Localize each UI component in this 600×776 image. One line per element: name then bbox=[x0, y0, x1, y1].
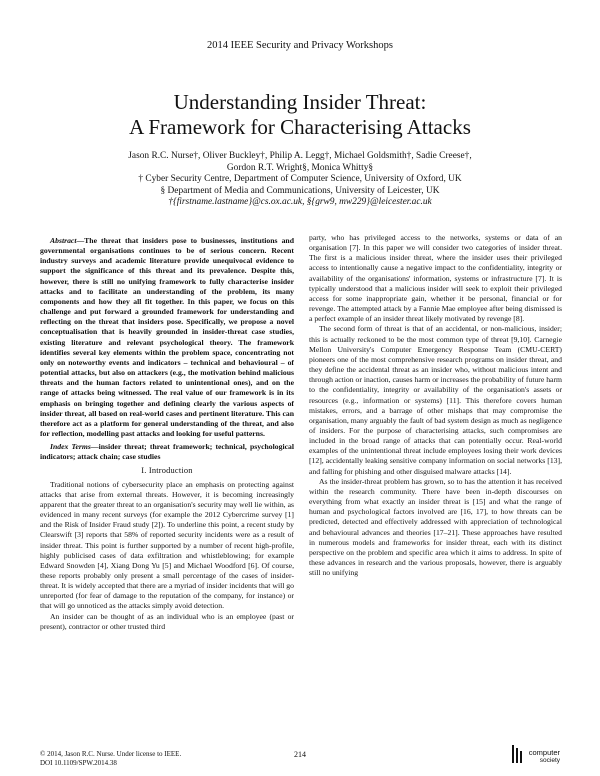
affiliation-oxford: † Cyber Security Centre, Department of Computer Science, University of Oxford, UK bbox=[138, 174, 462, 185]
footer-copyright: © 2014, Jason R.C. Nurse. Under license to IEEE. bbox=[40, 750, 182, 758]
author-list-line-1: Jason R.C. Nurse†, Oliver Buckley†, Philip A. Legg†, Michael Goldsmith†, Sadie Creese†, bbox=[128, 151, 472, 161]
intro-paragraph-1: Traditional notions of cybersecurity place an emphasis on protecting against attacks that arise from external threats. However, it is becoming increasingly apparent that the greater threat to an organisation's security may well lie within, as evidenced in many recent surveys (for example the 2012 Cybercrime survey [1] and the Risk of Insider Fraud study [2]). To underline this point, a recent study by Clearswift [3] reports that 58% of reported security incidents were as a result of insider threat. This point is further supported by a number of recent high-profile, highly publicised cases of data exfiltration and whistleblowing; for example Edward Snowden [4], Xiang Dong Yu [5] and Michael Woodford [6]. Of course, these reports probably only present a small percentage of the cases of insider-threat. It is widely accepted that there are a myriad of insider incidents that will go unreported (for fear of damage to the reputation of the company, for instance) or that will go unnoticed as the attacks simply avoid detection. bbox=[40, 479, 294, 611]
right-paragraph-3: As the insider-threat problem has grown, so to has the attention it has received within the research community. There have been in-depth discourses on everything from what exactly an insider threat is [15] and what the range of human and psychological factors involved are [16, 17], to how threats can be predicted, detected and effectively addressed with appreciation of technological and behavioural advances and theories [17–21]. These approaches have resulted in numerous models and frameworks for insider threat, each with its distinct perspective on the problem and specific area which it aims to address. In spite of these advances in research and the various proposals, however, there is arguably still no unifying bbox=[309, 476, 562, 578]
author-emails: †{firstname.lastname}@cs.ox.ac.uk, §{grw9, mw229}@leicester.ac.uk bbox=[168, 197, 432, 208]
index-terms bbox=[40, 442, 294, 462]
computer-society-icon bbox=[509, 745, 523, 763]
abstract-label: Abstract bbox=[50, 236, 77, 245]
affiliation-leicester: § Department of Media and Communications, University of Leicester, UK bbox=[160, 185, 440, 196]
index-terms-text: —insider threat; threat framework; technical, psychological indicators; attack chain; case studies bbox=[40, 442, 294, 462]
author-block bbox=[0, 151, 600, 209]
title-line-1: Understanding Insider Threat: bbox=[173, 90, 427, 114]
footer-doi: DOI 10.1109/SPW.2014.38 bbox=[40, 759, 117, 767]
paper-title bbox=[0, 90, 600, 140]
index-terms-label: Index Terms bbox=[50, 442, 91, 452]
right-paragraph-1: party, who has privileged access to the networks, systems or data of an organisation [7]. In this paper we will consider two categories of insider threat. The first is a malicious insider threat, where the insider uses their privileged access to intentionally cause a negative impact to the confidentiality, integrity or availability of the organisations' information, systems or infrastructure [7]. It is typically understood that a malicious insider will seek to exploit their privileged access for some inappropriate gain, whether it be personal, financial or for revenge. The attempted attack by a Fannie Mae employee after being dismissed is a perfect example of an insider threat likely motivated by revenge [8]. bbox=[309, 233, 562, 324]
page-number: 214 bbox=[294, 750, 306, 759]
abstract bbox=[40, 236, 294, 439]
ieee-computer-society-logo bbox=[508, 742, 560, 768]
right-paragraph-2: The second form of threat is that of an accidental, or non-malicious, insider; this is actually reckoned to be the most common type of threat [9,10]. Carnegie Mellon University's Computer Emergency Response Team (CMU-CERT) pioneers one of the most comprehensive research programs on insider threat, and they define the accidental threat as an insider who, without malicious intent and through action or inaction, causes harm or increases the probability of future harm to the confidentiality, integrity or availability of the organisation's assets or resources (e.g., information or systems) [11]. This therefore covers human mistakes, errors, and a barrage of other mishaps that may compromise the organisation, many arguably the fault of bad system design as much as negligence of insiders. For the purpose of characterising attacks, such compromises are included in the broad range of attacks that can potentially occur. Real-world examples of the unintentional threat include employees losing their work devices [12], accidentally leaking sensitive company information on social networks [13], and falling for phishing and other disguised malware attacks [14]. bbox=[309, 324, 562, 476]
venue-header: 2014 IEEE Security and Privacy Workshops bbox=[207, 40, 393, 51]
author-list-line-2: Gordon R.T. Wright§, Monica Whitty§ bbox=[226, 162, 374, 173]
logo-word-society: society bbox=[539, 757, 560, 764]
intro-paragraph-2: An insider can be thought of as an individual who is an employee (past or present), contractor or other trusted third bbox=[40, 611, 294, 631]
abstract-text: —The threat that insiders pose to businesses, institutions and governmental organisations continues to be of serious concern. Recent industry surveys and academic literature provide unequivocal evidence to support the significance of this threat and its prevalence. Despite this, however, there is still no unifying framework to fully characterise insider attacks and to facilitate an understanding of the problem, its many components and how they all fit together. In this paper, we focus on this challenge and put forward a grounded framework for understanding and reflecting on the threat that insiders pose. Specifically, we propose a novel conceptualisation that is heavily grounded in insider-threat case studies, existing literature and relevant psychological theory. The framework identifies several key elements within the problem space, concentrating not only on noteworthy events and indicators – technical and behavioural – of potential attacks, but also on attackers (e.g., the motivation behind malicious threats and the human factors related to unintentional ones), and on the range of attacks being witnessed. The real value of our framework is in its emphasis on bringing together and defining clearly the various aspects of insider threat, all based on real-world cases and pertinent literature. This can therefore act as a platform for general understanding of the threat, and also for reflection, modelling past attacks and looking for useful patterns. bbox=[40, 236, 294, 438]
section-heading-introduction: I. Introduction bbox=[141, 466, 193, 476]
right-column bbox=[309, 233, 562, 578]
logo-word-computer: computer bbox=[528, 748, 560, 757]
left-column bbox=[40, 236, 294, 632]
title-line-2: A Framework for Characterising Attacks bbox=[129, 115, 471, 139]
